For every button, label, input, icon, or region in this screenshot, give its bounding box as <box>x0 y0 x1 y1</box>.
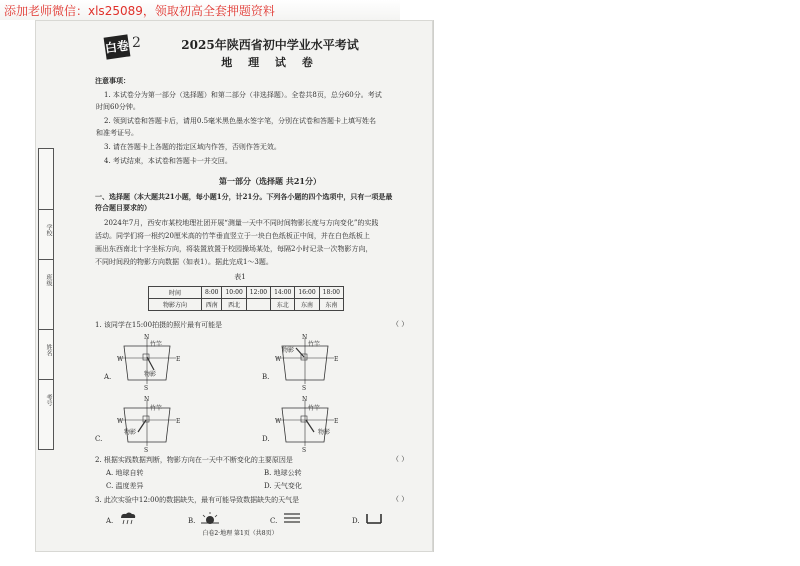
option-a-label: A. <box>104 373 112 381</box>
fig-a-west: W <box>117 356 124 363</box>
intro-line: 不同时间段的物影方向数据（如表1）。据此完成1～3题。 <box>95 258 273 266</box>
fig-a-pole: 竹竿 <box>150 341 163 348</box>
fig-d-north: N <box>302 396 308 403</box>
fig-b-south: S <box>302 385 307 392</box>
paper-badge: 白卷 <box>104 34 131 59</box>
fig-c-pole: 竹竿 <box>150 405 163 412</box>
table-cell: 时间 <box>149 287 202 299</box>
binding-label-name: 姓名 <box>39 329 53 370</box>
fig-c-east: E <box>176 418 181 425</box>
notice-line: 4. 考试结束，本试卷和答题卡一并交回。 <box>104 157 232 165</box>
fig-a-north: N <box>144 334 150 341</box>
binding-label-id: 考号 <box>39 379 53 420</box>
exam-title: 2025年陕西省初中学业水平考试 <box>181 38 359 52</box>
fig-a-east: E <box>176 356 181 363</box>
fig-c-north: N <box>144 396 150 403</box>
table-cell: 东北 <box>271 299 295 311</box>
fig-b-shadow: 物影 <box>282 347 295 354</box>
table-cell: 18:00 <box>319 287 343 299</box>
fig-a-shadow: 物影 <box>144 371 157 378</box>
table-cell: 14:00 <box>271 287 295 299</box>
fig-d-pole: 竹竿 <box>308 405 321 412</box>
q3-option-c-label: C. <box>270 517 278 525</box>
notice-line: 时间60分钟。 <box>96 103 140 111</box>
option-c-label: C. <box>95 435 103 443</box>
fig-b-pole: 竹竿 <box>308 341 321 348</box>
section1-head-2: 符合题目要求的） <box>95 203 151 212</box>
sunny-cloudy-icon <box>200 511 220 525</box>
exam-subject: 地 理 试 卷 <box>221 56 319 69</box>
notice-line: 和准考证号。 <box>96 129 138 137</box>
q2-option-d: D. 天气变化 <box>264 482 302 490</box>
binding-label-school: 学校 <box>39 209 53 250</box>
table-row <box>149 299 344 311</box>
table-cell: 8:00 <box>202 287 222 299</box>
fig-b-west: W <box>275 356 282 363</box>
rain-weather-icon <box>118 511 138 525</box>
fig-b-east: E <box>334 356 339 363</box>
fig-c-south: S <box>144 447 149 454</box>
notice-line: 3. 请在答题卡上各题的指定区域内作答，否则作答无效。 <box>104 143 281 151</box>
table-cell: 东南 <box>295 299 319 311</box>
paper-badge-number: 2 <box>132 35 141 51</box>
watermark-text: 添加老师微信：xls25089，领取初高全套押题资料 <box>4 4 275 18</box>
table-cell: 12:00 <box>246 287 270 299</box>
table-cell: 西南 <box>202 299 222 311</box>
page-footer: 白卷2·地理 第1页（共8页） <box>202 530 278 537</box>
question-1-text: 1. 该同学在15:00拍摄的照片最有可能是 <box>95 321 223 329</box>
option-b-label: B. <box>262 373 270 381</box>
table-caption: 表1 <box>234 273 246 281</box>
option-d-label: D. <box>262 435 270 443</box>
question-3-answer-blank: （ ） <box>392 495 409 503</box>
q3-option-b-label: B. <box>188 517 196 525</box>
intro-line: 活动。同学们将一根约20厘米高的竹竿垂直竖立于一块白色纸板正中间，并在白色纸板上 <box>95 232 370 240</box>
fog-weather-icon <box>282 511 302 525</box>
shadow-direction-table <box>148 286 344 311</box>
table-cell: 16:00 <box>295 287 319 299</box>
question-1-answer-blank: （ ） <box>392 320 409 328</box>
intro-line: 画出东西南北十字坐标方向，将装置放置于校园操场某处，每隔2小时记录一次物影方向， <box>95 245 373 253</box>
fig-a-south: S <box>144 385 149 392</box>
table-cell: 10:00 <box>222 287 246 299</box>
table-row <box>149 287 344 299</box>
part1-title: 第一部分（选择题 共21分） <box>219 176 321 186</box>
fig-d-east: E <box>334 418 339 425</box>
table-cell: 物影方向 <box>149 299 202 311</box>
overcast-weather-icon <box>364 511 384 525</box>
intro-line: 2024年7月，西安市某校地理社团开展“测量一天中不同时间物影长度与方向变化”的实践 <box>104 219 379 227</box>
q3-option-a-label: A. <box>106 517 114 525</box>
notice-line: 2. 领到试卷和答题卡后，请用0.5毫米黑色墨水签字笔，分别在试卷和答题卡上填写姓名 <box>104 117 377 125</box>
notice-heading: 注意事项： <box>95 76 130 85</box>
question-2-answer-blank: （ ） <box>392 455 409 463</box>
fig-d-west: W <box>275 418 282 425</box>
binding-strip <box>38 148 54 450</box>
table-cell: 西北 <box>222 299 246 311</box>
notice-line: 1. 本试卷分为第一部分（选择题）和第二部分（非选择题）。全卷共8页，总分60分。考试 <box>104 91 382 99</box>
sheet-right-edge <box>433 20 434 552</box>
fig-c-west: W <box>117 418 124 425</box>
q2-option-b: B. 地球公转 <box>264 469 302 477</box>
fig-d-shadow: 物影 <box>318 429 331 436</box>
table-cell: 东南 <box>319 299 343 311</box>
table-cell <box>246 299 270 311</box>
question-2-text: 2. 根据实践数据判断，物影方向在一天中不断变化的主要原因是 <box>95 456 293 464</box>
fig-d-south: S <box>302 447 307 454</box>
question-3-text: 3. 此次实验中12:00的数据缺失，最有可能导致数据缺失的天气是 <box>95 496 300 504</box>
q2-option-c: C. 温度差异 <box>106 482 144 490</box>
fig-b-north: N <box>302 334 308 341</box>
q2-option-a: A. 地球自转 <box>106 469 144 477</box>
binding-label-class: 班级 <box>39 259 53 300</box>
q3-option-d-label: D. <box>352 517 360 525</box>
fig-c-shadow: 物影 <box>124 429 137 436</box>
section1-head: 一、选择题（本大题共21小题，每小题1分，计21分。下列各小题的四个选项中，只有一项是最 <box>95 192 393 201</box>
